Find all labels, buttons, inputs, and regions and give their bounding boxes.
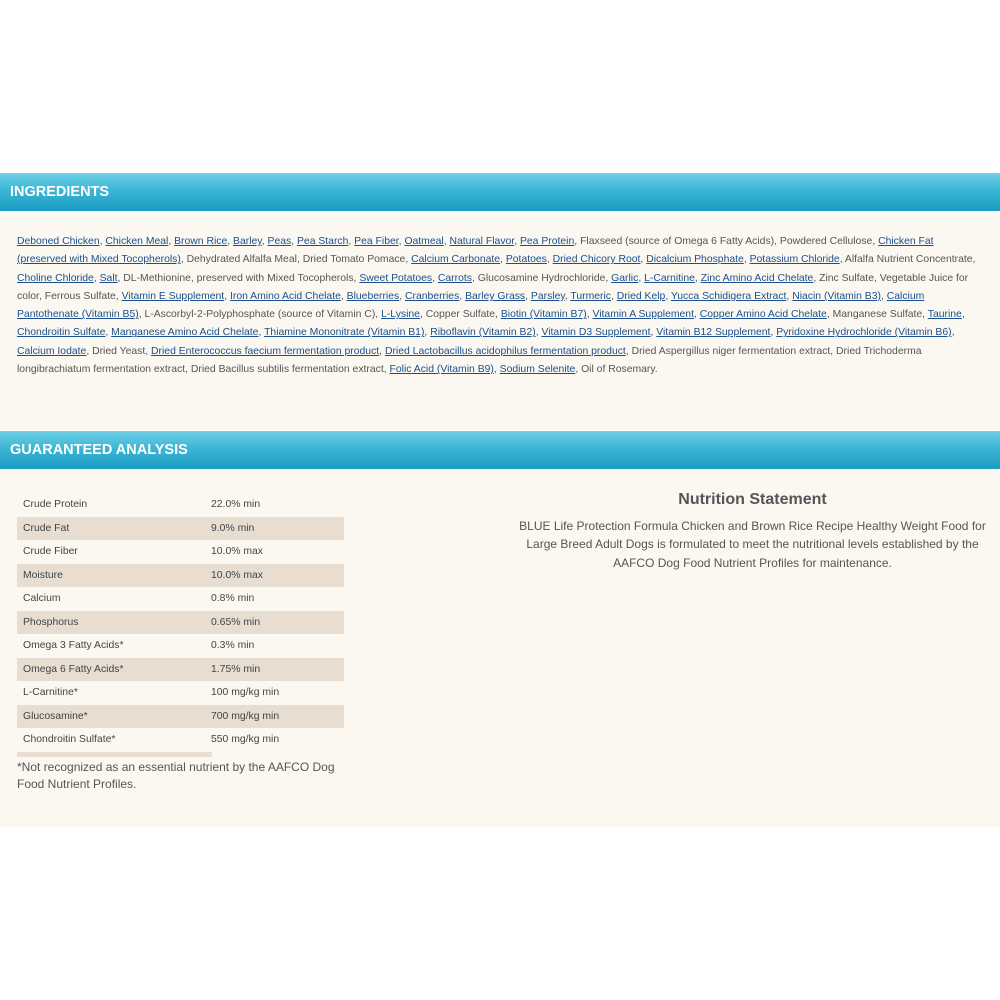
ingredient-text: Dried Trichoderma longibrachiatum fermentation extract: [17, 345, 922, 376]
ingredient-link[interactable]: Vitamin A Supplement: [592, 309, 694, 321]
ingredient-link[interactable]: Parsley: [530, 290, 565, 302]
analysis-row: [17, 564, 344, 588]
ingredient-text: Copper Sulfate: [425, 309, 496, 321]
ingredient-link[interactable]: Yucca Schidigera Extract: [670, 290, 787, 302]
analysis-row: [17, 728, 344, 752]
ingredient-link[interactable]: Chicken Meal: [105, 236, 169, 247]
nutrient-name: L-Carnitine*: [23, 687, 78, 699]
analysis-row: [17, 611, 344, 635]
nutrient-value: 0.8% min: [211, 593, 255, 605]
ingredient-link[interactable]: Calcium Pantothenate (Vitamin B5): [17, 290, 925, 321]
analysis-row: [17, 540, 344, 564]
ingredient-link[interactable]: Carrots: [437, 272, 472, 284]
ingredient-link[interactable]: Natural Flavor: [449, 236, 515, 247]
ingredient-link[interactable]: Cranberries: [405, 290, 460, 302]
ingredient-link[interactable]: Pea Fiber: [354, 236, 399, 247]
ingredient-text: Ferrous Sulfate: [44, 290, 116, 302]
nutrient-value: 100 mg/kg min: [211, 687, 280, 699]
ingredient-link[interactable]: Pea Protein: [519, 236, 575, 247]
ingredient-link[interactable]: Copper Amino Acid Chelate: [699, 309, 827, 321]
ingredients-list: Deboned Chicken, Chicken Meal, Brown Rice, Barley, Peas, Pea Starch, Pea Fiber, Oatmeal, Natural Flavor, Pea Protein, Flaxseed (source of Omega 6 Fatty Acids), Powdered Cellulose, Chicken Fat (preserved with Mixed Tocopherols), Dehydrated Alfalfa Meal, Dried Tomato Pomace, Calcium Carbonate, Potatoes, Dried Chicory Root, Dicalcium Phosphate, Potassium Chloride, Alfalfa Nutrient Concentrate, Choline Chloride, Salt, DL-Methionine, preserved with Mixed Tocopherols, Sweet Potatoes, Carrots, Glucosamine Hydrochloride, Garlic, L-Carnitine, Zinc Amino Acid Chelate, Zinc Sulfate, Vegetable Juice for color, Ferrous Sulfate, Vitamin E Supplement, Iron Amino Acid Chelate, Blueberries, Cranberries, Barley Grass, Parsley, Turmeric, Dried Kelp, Yucca Schidigera Extract, Niacin (Vitamin B3), Calcium Pantothenate (Vitamin B5), L-Ascorbyl-2-Polyphosphate (source of Vitamin C), L-Lysine, Copper Sulfate, Biotin (Vitamin B7), Vitamin A Supplement, Copper Amino Acid Chelate, Manganese Sulfate, Taurine, Chondroitin Sulfate, Manganese Amino Acid Chelate, Thiamine Mononitrate (Vitamin B1), Riboflavin (Vitamin B2), Vitamin D3 Supplement, Vitamin B12 Supplement, Pyridoxine Hydrochloride (Vitamin B6), Calcium Iodate, Dried Yeast, Dried Enterococcus faecium fermentation product, Dried Lactobacillus acidophilus fermentation product, Dried Aspergillus niger fermentation extract, Dried Trichoderma longibrachiatum fermentation extract, Dried Bacillus subtilis fermentation extract, Folic Acid (Vitamin B9), Sodium Selenite, Oil of Rosemary.: [17, 236, 976, 376]
ingredient-link[interactable]: Zinc Amino Acid Chelate: [700, 272, 814, 284]
ingredient-link[interactable]: Peas: [267, 236, 292, 247]
ingredient-link[interactable]: Folic Acid (Vitamin B9): [389, 364, 494, 376]
ingredient-link[interactable]: Barley Grass: [465, 290, 526, 302]
ingredient-link[interactable]: Barley: [233, 236, 262, 247]
ingredient-link[interactable]: Dried Lactobacillus acidophilus fermentation product: [384, 345, 626, 357]
ingredient-link[interactable]: Vitamin B12 Supplement: [656, 327, 771, 339]
ingredient-text: Dried Yeast: [92, 345, 146, 357]
ingredient-link[interactable]: Potassium Chloride: [749, 254, 840, 266]
ingredients-title: INGREDIENTS: [10, 184, 110, 200]
ingredient-text: Oil of Rosemary.: [581, 364, 658, 376]
analysis-footnote: *Not recognized as an essential nutrient by the AAFCO Dog Food Nutrient Profiles.: [17, 760, 335, 791]
guaranteed-analysis-panel: [0, 469, 1000, 827]
nutrient-value: 700 mg/kg min: [211, 710, 280, 722]
nutrient-value: 10.0% max: [211, 569, 263, 581]
ingredient-text: Alfalfa Nutrient Concentrate: [844, 254, 973, 266]
ingredient-text: Zinc Sulfate: [819, 272, 874, 284]
ingredient-link[interactable]: Brown Rice: [174, 236, 228, 247]
ingredient-link[interactable]: Manganese Amino Acid Chelate: [111, 327, 259, 339]
ingredients-header: [0, 173, 1000, 211]
analysis-row: [17, 681, 344, 705]
ingredient-text: Manganese Sulfate: [832, 309, 923, 321]
nutrient-name: Glucosamine*: [23, 710, 88, 722]
ingredient-link[interactable]: Salt: [99, 272, 118, 284]
nutrient-name: Crude Protein: [23, 499, 88, 511]
ingredient-text: Powdered Cellulose: [779, 236, 873, 247]
nutrient-name: Omega 6 Fatty Acids*: [23, 663, 124, 675]
ingredient-text: L-Ascorbyl-2-Polyphosphate (source of Vitamin C): [144, 309, 376, 321]
guaranteed-analysis-title: GUARANTEED ANALYSIS: [10, 442, 188, 458]
ingredients-panel: [0, 211, 1000, 430]
ingredient-link[interactable]: L-Carnitine: [644, 272, 695, 284]
ingredient-link[interactable]: Dicalcium Phosphate: [646, 254, 744, 266]
ingredient-link[interactable]: Dried Chicory Root: [552, 254, 641, 266]
ingredient-text: Dried Bacillus subtilis fermentation extract: [190, 364, 384, 376]
nutrient-name: Moisture: [23, 569, 63, 581]
nutrient-name: Calcium: [23, 593, 61, 605]
nutrient-name: Omega 3 Fatty Acids*: [23, 640, 124, 652]
ingredient-text: Glucosamine Hydrochloride: [477, 272, 606, 284]
nutrient-value: 550 mg/kg min: [211, 734, 280, 746]
analysis-row: [17, 517, 344, 541]
ingredient-link[interactable]: Calcium Carbonate: [411, 254, 501, 266]
guaranteed-analysis-header: [0, 431, 1000, 469]
nutrient-value: 22.0% min: [211, 499, 261, 511]
table-trailing-bar: [17, 752, 212, 757]
analysis-row: [17, 634, 344, 658]
ingredient-link[interactable]: Pyridoxine Hydrochloride (Vitamin B6): [776, 327, 952, 339]
nutrient-value: 10.0% max: [211, 546, 263, 558]
ingredient-link[interactable]: Riboflavin (Vitamin B2): [430, 327, 536, 339]
nutrient-name: Phosphorus: [23, 616, 79, 628]
ingredient-link[interactable]: Iron Amino Acid Chelate: [229, 290, 341, 302]
ingredient-link[interactable]: Vitamin D3 Supplement: [541, 327, 651, 339]
analysis-row: [17, 587, 344, 611]
ingredient-link[interactable]: Dried Kelp: [616, 290, 666, 302]
analysis-row: [17, 658, 344, 682]
ingredient-link[interactable]: Choline Chloride: [17, 272, 94, 284]
ingredient-text: Flaxseed (source of Omega 6 Fatty Acids): [580, 236, 775, 247]
nutrition-statement-title: Nutrition Statement: [678, 491, 827, 508]
ingredient-link[interactable]: L-Lysine: [381, 309, 420, 321]
ingredient-link[interactable]: Calcium Iodate: [17, 345, 87, 357]
ingredient-link[interactable]: Sweet Potatoes: [359, 272, 433, 284]
ingredient-text: Dried Tomato Pomace: [302, 254, 406, 266]
analysis-row: [17, 705, 344, 729]
ingredient-text: Dried Aspergillus niger fermentation extract: [631, 345, 831, 357]
nutrient-value: 0.65% min: [211, 616, 261, 628]
ingredient-link[interactable]: Niacin (Vitamin B3): [792, 290, 881, 302]
analysis-row: [17, 493, 344, 517]
ingredient-text: Dehydrated Alfalfa Meal: [186, 254, 297, 266]
ingredient-link[interactable]: Biotin (Vitamin B7): [500, 309, 587, 321]
ingredient-link[interactable]: Sodium Selenite: [499, 364, 576, 376]
ingredient-link[interactable]: Garlic: [611, 272, 639, 284]
nutrition-statement-body: BLUE Life Protection Formula Chicken and Brown Rice Recipe Healthy Weight Food for Large Breed Adult Dogs is formulated to meet the nutritional levels established by the AAFCO Dog Food Nutrient Profiles for maintenance.: [519, 519, 986, 570]
ingredient-text: DL-Methionine, preserved with Mixed Tocopherols: [123, 272, 354, 284]
ingredient-link[interactable]: Blueberries: [346, 290, 400, 302]
ingredient-link[interactable]: Vitamin E Supplement: [121, 290, 225, 302]
nutrient-name: Crude Fiber: [23, 546, 78, 558]
ingredient-link[interactable]: Taurine: [927, 309, 962, 321]
ingredient-link[interactable]: Pea Starch: [296, 236, 349, 247]
nutrient-value: 0.3% min: [211, 640, 255, 652]
ingredient-link[interactable]: Deboned Chicken: [17, 236, 100, 247]
ingredient-text: Vegetable Juice for color: [17, 272, 969, 302]
ingredient-link[interactable]: Dried Enterococcus faecium fermentation product: [151, 345, 380, 357]
nutrient-name: Chondroitin Sulfate*: [23, 734, 116, 746]
ingredient-link[interactable]: Potatoes: [505, 254, 547, 266]
nutrient-value: 1.75% min: [211, 663, 261, 675]
ingredient-link[interactable]: Oatmeal: [404, 236, 444, 247]
ingredient-link[interactable]: Chondroitin Sulfate: [17, 327, 106, 339]
ingredient-link[interactable]: Turmeric: [570, 290, 612, 302]
analysis-table: [17, 493, 344, 752]
ingredient-link[interactable]: Thiamine Mononitrate (Vitamin B1): [264, 327, 425, 339]
ingredient-link[interactable]: Chicken Fat (preserved with Mixed Tocopherols): [17, 236, 934, 266]
nutrient-value: 9.0% min: [211, 522, 255, 534]
nutrient-name: Crude Fat: [23, 522, 70, 534]
